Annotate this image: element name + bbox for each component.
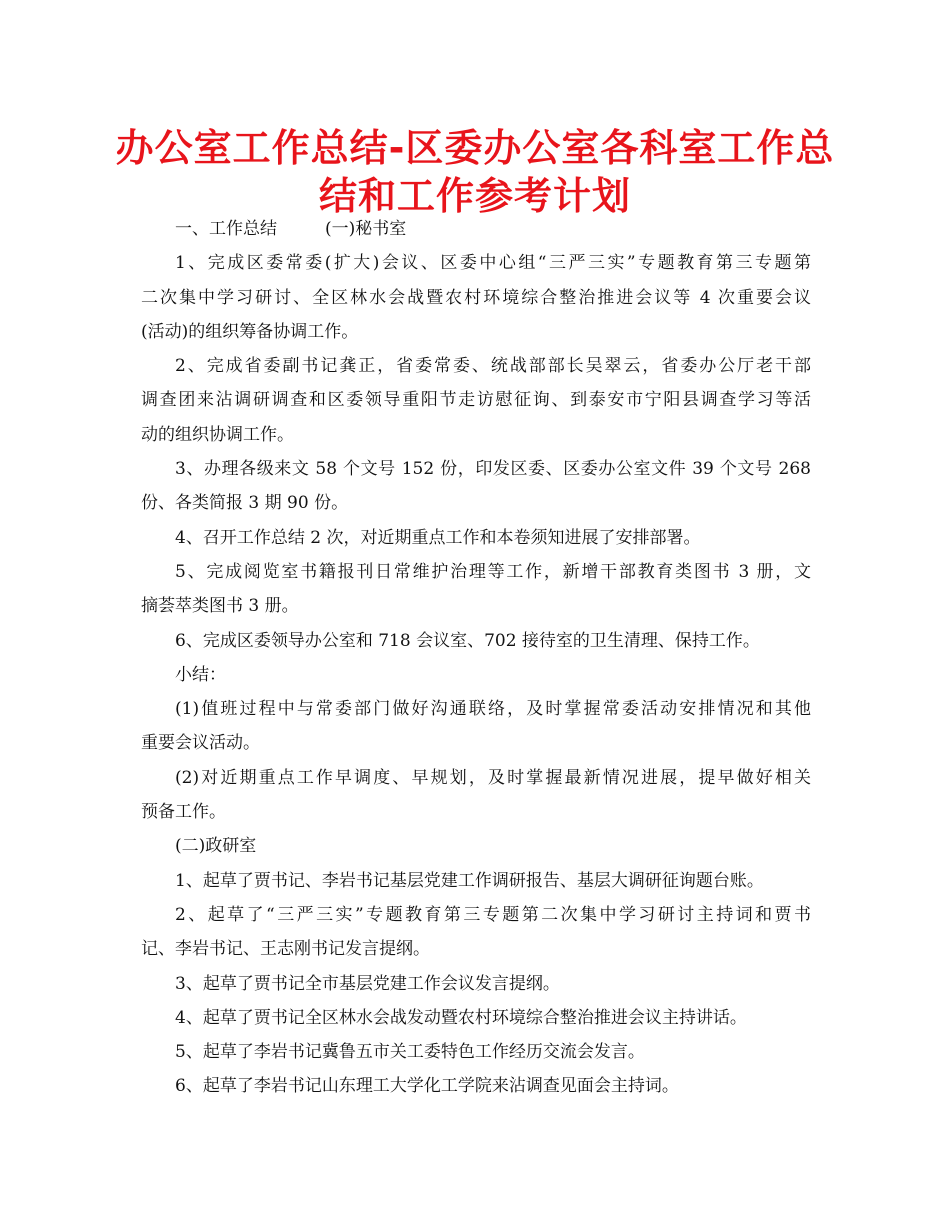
- title-line-2: 结和工作参考计划: [318, 174, 631, 218]
- paragraph-line: 二次集中学习研讨、全区林水会战暨农村环境综合整治推进会议等 4 次重要会议: [141, 287, 811, 308]
- title-line-1: 办公室工作总结-区委办公室各科室工作总: [115, 126, 835, 170]
- paragraph-line: 2、起草了“三严三实”专题教育第三专题第二次集中学习研讨主持词和贾书: [175, 904, 811, 925]
- paragraph-line: 调查团来沾调研调查和区委领导重阳节走访慰征询、到泰安市宁阳县调查学习等活: [141, 390, 811, 411]
- subsection-heading-text: (一)秘书室: [325, 219, 407, 239]
- paragraph-line: (1)值班过程中与常委部门做好沟通联络，及时掌握常委活动安排情况和其他: [175, 699, 811, 720]
- paragraph-line: (2)对近期重点工作早调度、早规划，及时掌握最新情况进展，提早做好相关: [175, 767, 811, 788]
- paragraph-line: 3、办理各级来文 58 个文号 152 份，印发区委、区委办公室文件 39 个文号 268: [175, 459, 811, 480]
- paragraph-line: 4、起草了贾书记全区林水会战发动暨农村环境综合整治推进会议主持讲话。: [175, 1007, 747, 1028]
- document-title: [100, 124, 850, 220]
- paragraph-line: 1、完成区委常委(扩大)会议、区委中心组“三严三实”专题教育第三专题第: [175, 253, 811, 274]
- paragraph-line: 1、起草了贾书记、李岩书记基层党建工作调研报告、基层大调研征询题台账。: [175, 870, 764, 891]
- paragraph-line: 6、完成区委领导办公室和 718 会议室、702 接待室的卫生清理、保持工作。: [175, 630, 760, 651]
- paragraph-line: 4、召开工作总结 2 次，对近期重点工作和本卷须知进展了安排部署。: [175, 527, 701, 548]
- paragraph-line: 6、起草了李岩书记山东理工大学化工学院来沾调查见面会主持词。: [175, 1076, 679, 1097]
- paragraph-line: 3、起草了贾书记全市基层党建工作会议发言提纲。: [175, 973, 560, 994]
- paragraph-line: 预备工作。: [141, 802, 226, 823]
- paragraph-line: 摘荟萃类图书 3 册。: [141, 596, 299, 617]
- paragraph-line: 5、完成阅览室书籍报刊日常维护治理等工作，新增干部教育类图书 3 册，文: [175, 561, 811, 582]
- paragraph-line: (活动)的组织筹备协调工作。: [141, 321, 359, 342]
- paragraph-line: 记、李岩书记、王志刚书记发言提纲。: [141, 939, 430, 960]
- paragraph-line: 份、各类简报 3 期 90 份。: [141, 493, 349, 514]
- paragraph-line: 2、完成省委副书记龚正，省委常委、统战部部长吴翠云，省委办公厅老干部: [175, 356, 811, 377]
- summary-heading: 小结：: [175, 664, 226, 685]
- paragraph-line: 动的组织协调工作。: [141, 424, 294, 445]
- paragraph-line: 重要会议活动。: [141, 733, 260, 754]
- document-body: [141, 212, 811, 1104]
- section-heading: [141, 212, 811, 246]
- section-heading-text: 一、工作总结: [175, 219, 277, 239]
- subsection-heading: (二)政研室: [175, 836, 257, 857]
- paragraph-line: 5、起草了李岩书记冀鲁五市关工委特色工作经历交流会发言。: [175, 1042, 645, 1063]
